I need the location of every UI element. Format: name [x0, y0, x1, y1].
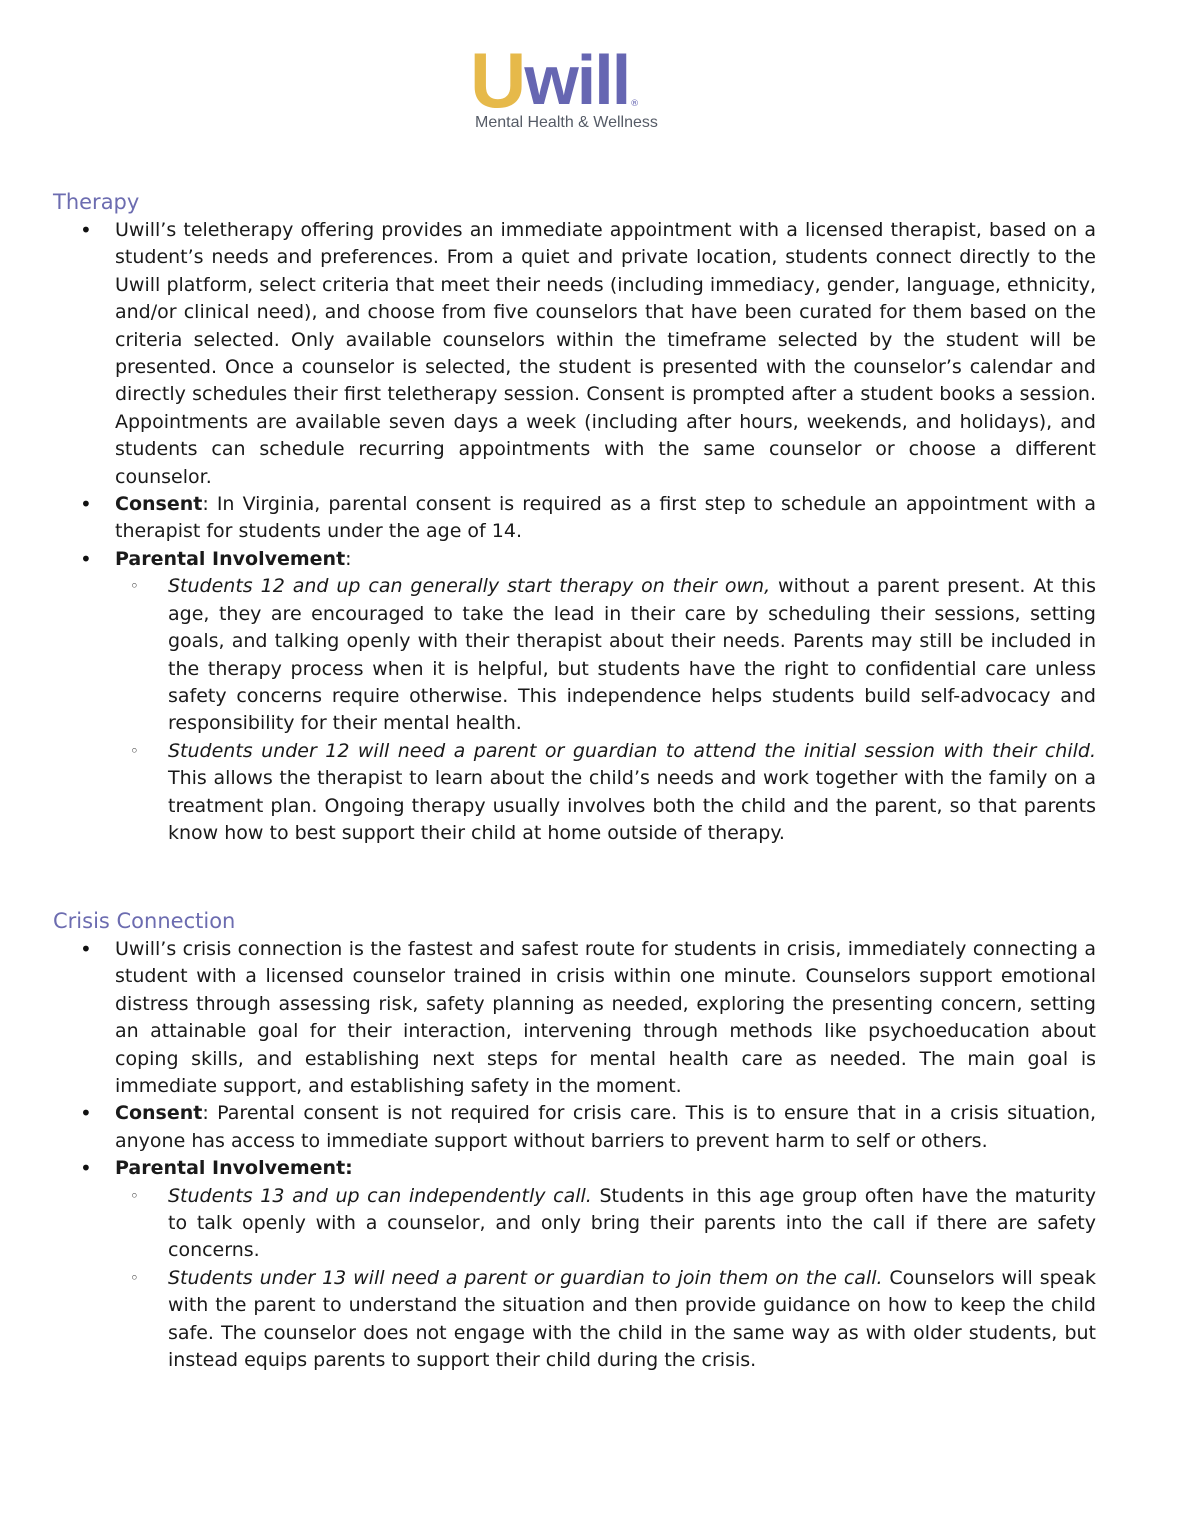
therapy-sub-under-12-text: This allows the therapist to learn about the child’s needs and work together with the family on a treatment plan. Ongoing therapy usually involves both the child and the parent, so that parents know how to best support their child at home outside of therapy. [168, 767, 1096, 844]
crisis-involvement-sublist [115, 1183, 1096, 1375]
crisis-consent-text: : Parental consent is not required for crisis care. This is to ensure that in a crisis situation, anyone has access to immediate support without barriers to prevent harm to self or others. [115, 1102, 1096, 1152]
therapy-sub-item-under-12 [115, 738, 1096, 848]
crisis-sub-item-under-13 [115, 1265, 1096, 1375]
therapy-sub-12-up-text: without a parent present. At this age, they are encouraged to take the lead in their care by scheduling their sessions, setting goals, and talking openly with their therapist about their needs. Parents may still be included in the therapy process when it is helpful, but students have the right to confidential care unless safety concerns require otherwise. This independence helps students build self-advocacy and responsibility for their mental health. [168, 575, 1096, 735]
crisis-consent-item [80, 1100, 1096, 1155]
crisis-list [80, 936, 1096, 1375]
crisis-sub-item-13-up [115, 1183, 1096, 1265]
therapy-consent-item [80, 491, 1096, 546]
therapy-involvement-item [80, 546, 1096, 847]
crisis-involvement-item [80, 1155, 1096, 1374]
therapy-sub-12-up-italic: Students 12 and up can generally start therapy on their own, [168, 575, 771, 598]
therapy-involvement-colon: : [345, 547, 352, 570]
crisis-overview-text: Uwill’s crisis connection is the fastest and safest route for students in crisis, immediately connecting a student with a licensed counselor trained in crisis within one minute. Counselors support emotional distress through assessing risk, safety planning as needed, exploring the presenting concern, setting an attainable goal for their interaction, intervening through methods like psychoeducation about coping skills, and establishing next steps for mental health care as needed. The main goal is immediate support, and establishing safety in the moment. [115, 938, 1096, 1098]
therapy-sub-under-12-italic: Students under 12 will need a parent or guardian to attend the initial session with their child. [168, 739, 1096, 762]
uwill-logo [470, 36, 685, 140]
crisis-overview-item [80, 936, 1096, 1100]
therapy-sub-item-12-up [115, 573, 1096, 737]
logo-letter-u: U [470, 36, 525, 124]
therapy-heading: Therapy [53, 190, 140, 214]
logo-letters-will: will [524, 41, 630, 119]
crisis-sub-under-13-italic: Students under 13 will need a parent or guardian to join them on the call. [168, 1266, 883, 1289]
therapy-involvement-sublist [115, 573, 1096, 847]
crisis-sub-13-up-text: Students in this age group often have the maturity to talk openly with a counselor, and only bring their parents into the call if there are safety concerns. [168, 1184, 1096, 1262]
therapy-overview-item [80, 217, 1096, 491]
therapy-consent-label: Consent [115, 493, 203, 516]
therapy-consent-text: : In Virginia, parental consent is required as a first step to schedule an appointment with a therapist for students under the age of 14. [115, 493, 1096, 543]
therapy-involvement-label: Parental Involvement [115, 547, 346, 570]
therapy-overview-text: Uwill’s teletherapy offering provides an immediate appointment with a licensed therapist, based on a student’s needs and preferences. From a quiet and private location, students connect directly to the Uwill platform, select criteria that meet their needs (including immediacy, gender, language, ethnicity, and/or clinical need), and choose from five counselors that have been curated for them based on the criteria selected. Only available counselors within the timeframe selected by the student will be presented. Once a counselor is selected, the student is presented with the counselor’s calendar and directly schedules their first teletherapy session. Consent is prompted after a student books a session. Appointments are available seven days a week (including after hours, weekends, and holidays), and students can schedule recurring appointments with the same counselor or choose a different counselor. [115, 219, 1096, 488]
registered-mark: ® [630, 99, 640, 109]
therapy-list [80, 217, 1096, 847]
crisis-heading: Crisis Connection [53, 909, 236, 933]
crisis-sub-13-up-italic: Students 13 and up can independently call. [168, 1184, 592, 1207]
logo-tagline: Mental Health & Wellness [475, 114, 658, 131]
crisis-sub-under-13-text: Counselors will speak with the parent to understand the situation and then provide guidance on how to keep the child safe. The counselor does not engage with the child in the same way as with older students, but instead equips parents to support their child during the crisis. [168, 1266, 1096, 1372]
crisis-involvement-label: Parental Involvement: [115, 1157, 353, 1180]
crisis-consent-label: Consent [115, 1102, 203, 1125]
